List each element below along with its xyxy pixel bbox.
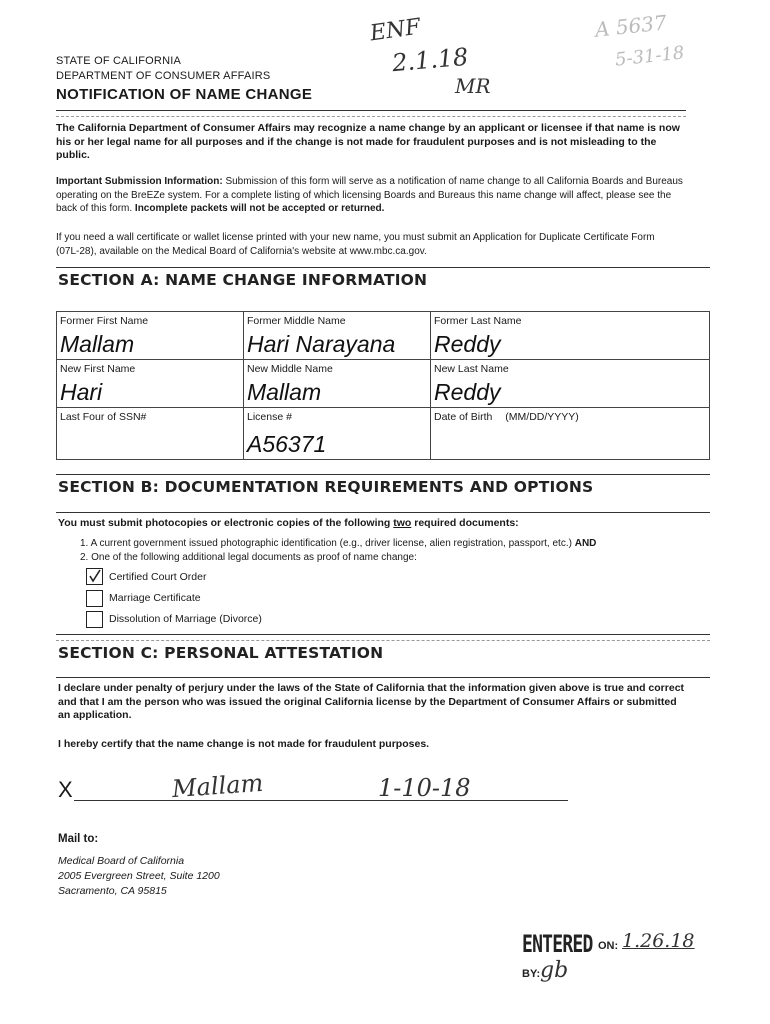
court-order-checkbox[interactable] xyxy=(86,568,103,585)
former-first-label: Former First Name xyxy=(60,315,149,327)
header-rule-dashed xyxy=(56,116,686,117)
handwritten-initials-top: MR xyxy=(455,74,491,98)
signature-x: X xyxy=(58,777,73,802)
checkmark-icon xyxy=(87,569,102,584)
item2-number: 2. xyxy=(80,552,89,563)
signature: Mallam xyxy=(171,768,265,804)
dob-cell xyxy=(431,408,710,460)
license-label: License # xyxy=(247,411,292,423)
former-middle-value: Hari Narayana xyxy=(247,331,396,357)
entered-by-label: BY: xyxy=(522,968,541,980)
section-c-rule xyxy=(56,677,710,678)
ssn-label: Last Four of SSN# xyxy=(60,411,147,423)
dob-label: Date of Birth xyxy=(434,411,493,423)
entered-by-initials: gb xyxy=(540,958,569,983)
important-info-text: Submission of this form will serve as a notification of name change to all California Boards and Bureaus operating on the BreEZe system. For a complete listing of which licensing Boards and Bureaus this name change will affect, please see the back of this form. xyxy=(56,176,683,214)
ssn-cell xyxy=(57,408,244,460)
handwritten-date-top: 2.1.18 xyxy=(390,42,470,78)
section-a-top-rule xyxy=(56,267,710,268)
id-row xyxy=(57,408,710,460)
mail-address-line2: 2005 Evergreen Street, Suite 1200 xyxy=(58,870,220,882)
new-middle-value: Mallam xyxy=(247,379,322,405)
handwritten-license-faint: A 5637 xyxy=(593,10,668,42)
section-a-title: SECTION A: NAME CHANGE INFORMATION xyxy=(58,271,428,289)
section-b-intro-two: two xyxy=(393,517,412,529)
former-middle-label: Former Middle Name xyxy=(247,315,346,327)
marriage-certificate-checkbox[interactable] xyxy=(86,590,103,607)
former-first-cell xyxy=(57,312,244,360)
section-b-rule xyxy=(56,512,710,513)
new-first-cell xyxy=(57,360,244,408)
wall-certificate-paragraph: If you need a wall certificate or wallet license printed with your new name, you must submit an Application for Duplicate Certificate Form (07L-28), available on the Medical Board of California's website at www.mbc.ca.gov. xyxy=(56,232,655,257)
section-b-intro-pre: You must submit photocopies or electronic copies of the following xyxy=(58,517,391,529)
header-state: STATE OF CALIFORNIA xyxy=(56,55,182,67)
item1-and: AND xyxy=(574,538,597,549)
license-cell xyxy=(244,408,431,460)
mail-to-label: Mail to: xyxy=(58,833,99,845)
mail-address xyxy=(58,854,220,899)
former-last-value: Reddy xyxy=(434,331,501,357)
mail-address-line3: Sacramento, CA 95815 xyxy=(58,885,167,897)
new-middle-cell xyxy=(244,360,431,408)
name-change-table xyxy=(56,311,710,460)
dob-format: (MM/DD/YYYY) xyxy=(505,411,579,423)
former-last-cell xyxy=(431,312,710,360)
new-last-value: Reddy xyxy=(434,379,501,405)
header-rule xyxy=(56,110,686,111)
new-middle-label: New Middle Name xyxy=(247,363,333,375)
handwritten-date-faint: 5-31-18 xyxy=(614,42,686,71)
handwritten-enf: ENF xyxy=(368,14,423,47)
section-b-intro xyxy=(58,517,519,531)
requirement-item-1 xyxy=(80,537,690,551)
divorce-label: Dissolution of Marriage (Divorce) xyxy=(109,613,262,625)
entered-on-label: ON: xyxy=(598,940,619,952)
important-info-paragraph xyxy=(56,175,686,216)
new-first-label: New First Name xyxy=(60,363,136,375)
header-department: DEPARTMENT OF CONSUMER AFFAIRS xyxy=(56,70,271,82)
divorce-checkbox[interactable] xyxy=(86,611,103,628)
section-b-top-rule xyxy=(56,474,710,475)
certify-statement: I hereby certify that the name change is not made for fraudulent purposes. xyxy=(58,738,430,750)
important-info-label: Important Submission Information: xyxy=(56,176,223,187)
court-order-label: Certified Court Order xyxy=(109,571,207,583)
entered-stamp: ENTERED xyxy=(522,930,593,958)
new-last-label: New Last Name xyxy=(434,363,509,375)
section-c-top-rule xyxy=(56,634,710,635)
signature-date: 1-10-18 xyxy=(378,774,471,802)
former-name-row xyxy=(57,312,710,360)
section-b-title: SECTION B: DOCUMENTATION REQUIREMENTS AND OPTIONS xyxy=(58,478,594,496)
declaration-paragraph: I declare under penalty of perjury under the laws of the State of California that the information given above is true and correct and that I am the person who was issued the original California license by the Department of Consumer Affairs or submitted an application. xyxy=(58,682,685,721)
former-last-label: Former Last Name xyxy=(434,315,522,327)
entered-on-date: 1.26.18 xyxy=(622,930,695,952)
section-c-title: SECTION C: PERSONAL ATTESTATION xyxy=(58,644,384,662)
important-info-tail: Incomplete packets will not be accepted or returned. xyxy=(134,203,385,214)
dob-label-wrap xyxy=(431,408,709,425)
section-b-intro-post: required documents: xyxy=(414,517,519,529)
item1-number: 1. xyxy=(80,538,89,549)
new-first-value: Hari xyxy=(60,379,103,405)
signature-line xyxy=(74,800,568,801)
item2-text: One of the following additional legal documents as proof of name change: xyxy=(91,552,417,563)
new-last-cell xyxy=(431,360,710,408)
former-first-value: Mallam xyxy=(60,331,135,357)
license-value: A56371 xyxy=(247,431,327,457)
former-middle-cell xyxy=(244,312,431,360)
form-title: NOTIFICATION OF NAME CHANGE xyxy=(56,86,313,103)
intro-bold-paragraph: The California Department of Consumer Affairs may recognize a name change by an applicant or licensee if that name is now his or her legal name for all purposes and if the change is not made for fraudulent purposes and is not misleading to the public. xyxy=(56,122,680,161)
mail-address-line1: Medical Board of California xyxy=(58,855,185,867)
marriage-certificate-label: Marriage Certificate xyxy=(109,592,201,604)
item1-text: A current government issued photographic identification (e.g., driver license, alien registration, passport, etc.) xyxy=(90,538,572,549)
section-c-top-rule-dashed xyxy=(56,640,710,641)
requirement-item-2 xyxy=(80,551,690,565)
new-name-row xyxy=(57,360,710,408)
